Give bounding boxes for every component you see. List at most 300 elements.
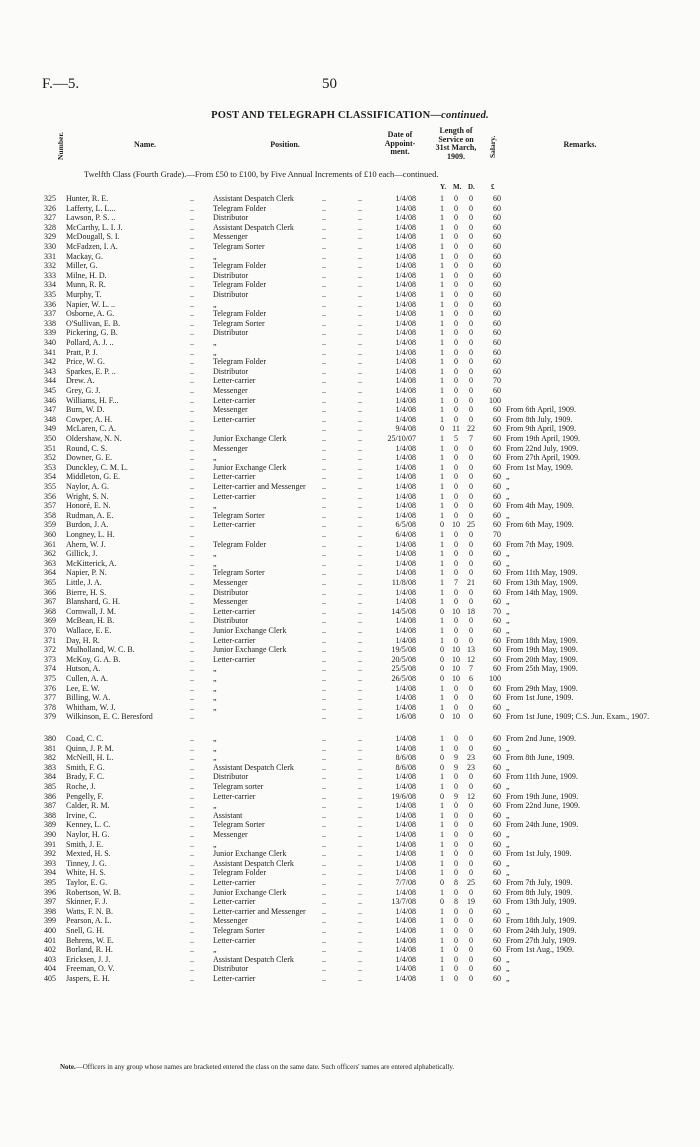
service-months: 0 [454, 858, 458, 868]
row-number: 335 [44, 290, 56, 299]
table-row [0, 348, 700, 357]
service-years: 1 [440, 839, 444, 849]
employee-position: Assistant Despatch Clerk [213, 194, 294, 203]
service-months: 5 [454, 434, 458, 443]
table-row [0, 540, 700, 549]
leader-dots: .. [322, 318, 326, 328]
employee-name: Kenney, L. C. [66, 820, 111, 830]
service-days: 0 [469, 597, 473, 607]
service-days: 0 [469, 849, 473, 859]
remarks-text: From 6th April, 1909. [506, 405, 577, 415]
service-months: 0 [454, 366, 458, 376]
service-days: 0 [469, 414, 473, 424]
leader-dots: .. [190, 453, 194, 463]
leader-dots: .. [190, 578, 194, 587]
table-row [0, 328, 700, 337]
salary-value: 60 [493, 213, 501, 223]
employee-position: Telegram Sorter [213, 242, 265, 251]
remarks-text: „ [506, 974, 510, 983]
leader-dots: .. [322, 587, 326, 597]
table-row [0, 492, 700, 501]
leader-dots: .. [190, 683, 194, 693]
employee-position: „ [213, 338, 217, 347]
leader-dots: .. [358, 702, 362, 712]
leader-dots: .. [358, 251, 362, 261]
leader-dots: .. [358, 520, 362, 530]
remarks-text: „ [506, 782, 510, 791]
table-row [0, 338, 700, 347]
service-years: 1 [440, 743, 444, 753]
employee-name: Calder, R. M. [66, 801, 110, 811]
remarks-text: From 29th May, 1909. [506, 683, 578, 693]
row-number: 365 [44, 578, 56, 587]
service-months: 0 [454, 549, 458, 559]
row-number: 387 [44, 801, 56, 811]
column-header-position: Position. [270, 140, 300, 149]
employee-name: Snell, G. H. [66, 926, 104, 935]
leader-dots: .. [322, 810, 326, 820]
leader-dots: .. [190, 472, 194, 482]
leader-dots: .. [358, 945, 362, 955]
remarks-text: From 22nd June, 1909. [506, 801, 580, 811]
service-months: 0 [454, 702, 458, 712]
leader-dots: .. [190, 568, 194, 578]
employee-position: Telegram Folder [213, 309, 266, 319]
salary-value: 60 [493, 810, 501, 820]
service-years: 1 [440, 482, 444, 491]
employee-position: Letter-carrier [213, 414, 256, 424]
leader-dots: .. [190, 405, 194, 415]
leader-dots: .. [358, 782, 362, 791]
employee-position: Distributor [213, 213, 249, 223]
salary-value: 60 [493, 558, 501, 568]
leader-dots: .. [322, 858, 326, 868]
appointment-date: 1/4/08 [395, 635, 416, 645]
service-days: 0 [469, 858, 473, 868]
table-row [0, 482, 700, 491]
row-number: 378 [44, 702, 56, 712]
service-years: 1 [440, 270, 444, 280]
leader-dots: .. [358, 849, 362, 859]
service-months: 0 [454, 954, 458, 964]
appointment-date: 1/4/08 [395, 558, 416, 568]
leader-dots: .. [358, 878, 362, 887]
employee-name: O'Sullivan, E. B. [66, 318, 121, 328]
service-years: 1 [440, 347, 444, 357]
leader-dots: .. [190, 887, 194, 897]
row-number: 340 [44, 338, 56, 347]
service-years: 1 [440, 357, 444, 367]
service-header-line: Length of [439, 126, 473, 135]
service-years: 0 [440, 753, 444, 763]
leader-dots: .. [358, 318, 362, 328]
service-years: 0 [440, 762, 444, 772]
service-days: 0 [469, 232, 473, 242]
salary-value: 60 [493, 664, 501, 674]
appointment-date: 7/7/08 [395, 878, 416, 887]
service-days: 0 [469, 830, 473, 839]
leader-dots: .. [322, 935, 326, 945]
employee-position: Messenger [213, 578, 248, 587]
service-months: 0 [454, 830, 458, 839]
leader-dots: .. [358, 887, 362, 897]
row-number: 383 [44, 762, 56, 772]
employee-position: Assistant [213, 810, 243, 820]
table-row [0, 405, 700, 414]
service-years: 1 [440, 530, 444, 539]
service-months: 0 [454, 587, 458, 597]
employee-position: Junior Exchange Clerk [213, 849, 287, 859]
service-months: 10 [452, 520, 460, 530]
leader-dots: .. [322, 366, 326, 376]
employee-position: Telegram Folder [213, 280, 266, 290]
salary-value: 60 [493, 897, 501, 907]
service-months: 0 [454, 501, 458, 511]
class-heading: Twelfth Class (Fourth Grade).—From £50 to £100, by Five Annual Increments of £10 each—continued. [84, 169, 439, 179]
service-days: 0 [469, 328, 473, 338]
leader-dots: .. [322, 954, 326, 964]
table-row [0, 386, 700, 395]
service-years: 1 [440, 693, 444, 703]
leader-dots: .. [322, 357, 326, 367]
appointment-date: 1/4/08 [395, 887, 416, 897]
service-header-line: 1909. [447, 151, 465, 161]
row-number: 363 [44, 558, 56, 568]
salary-value: 60 [493, 491, 501, 501]
appointment-date: 1/4/08 [395, 587, 416, 597]
employee-name: McLaren, C. A. [66, 424, 116, 434]
appointment-date: 1/4/08 [395, 830, 416, 839]
salary-value: 60 [493, 539, 501, 549]
salary-value: 60 [493, 587, 501, 597]
service-years: 1 [440, 472, 444, 482]
appointment-date: 13/7/08 [391, 897, 416, 907]
appointment-date: 6/5/08 [395, 520, 416, 530]
leader-dots: .. [358, 674, 362, 683]
appointment-date: 1/4/08 [395, 693, 416, 703]
employee-name: Lawson, P. S. .. [66, 213, 116, 223]
appointment-date: 1/4/08 [395, 501, 416, 511]
leader-dots: .. [358, 597, 362, 607]
employee-name: Lee, E. W. [66, 683, 100, 693]
employee-name: McKitterick, A. [66, 558, 117, 568]
leader-dots: .. [322, 674, 326, 683]
table-row [0, 367, 700, 376]
row-number: 376 [44, 683, 56, 693]
service-years: 1 [440, 616, 444, 626]
row-number: 398 [44, 906, 56, 916]
row-number: 331 [44, 251, 56, 261]
remarks-text: From 27th July, 1909. [506, 935, 577, 945]
leader-dots: .. [322, 743, 326, 753]
remarks-text: From 25th May, 1909. [506, 664, 578, 674]
salary-value: 60 [493, 405, 501, 415]
row-number: 371 [44, 635, 56, 645]
row-number: 380 [44, 734, 56, 743]
remarks-text: From 14th May, 1909. [506, 587, 578, 597]
service-days: 0 [469, 935, 473, 945]
service-years: 1 [440, 820, 444, 830]
remarks-text: From 24th June, 1909. [506, 820, 579, 830]
employee-name: Napier, W. L. .. [66, 299, 116, 309]
service-days: 0 [469, 251, 473, 261]
row-number: 329 [44, 232, 56, 242]
leader-dots: .. [358, 734, 362, 743]
remarks-text: From 11th June, 1909. [506, 772, 578, 782]
salary-value: 60 [493, 878, 501, 887]
service-months: 10 [452, 712, 460, 722]
table-row [0, 974, 700, 983]
employee-name: Skinner, F. J. [66, 897, 108, 907]
service-years: 1 [440, 626, 444, 635]
service-months: 0 [454, 232, 458, 242]
row-number: 333 [44, 270, 56, 280]
leader-dots: .. [358, 501, 362, 511]
service-days: 0 [469, 376, 473, 386]
service-months: 0 [454, 616, 458, 626]
service-years: 0 [440, 674, 444, 683]
employee-name: Miller, G. [66, 261, 98, 271]
service-days: 0 [469, 626, 473, 635]
service-months: 0 [454, 318, 458, 328]
service-days: 0 [469, 386, 473, 395]
employee-position: „ [213, 251, 217, 261]
leader-dots: .. [190, 395, 194, 405]
appointment-date: 8/6/08 [395, 753, 416, 763]
employee-position: Distributor [213, 328, 249, 338]
service-years: 1 [440, 810, 444, 820]
service-years: 1 [440, 405, 444, 415]
leader-dots: .. [358, 743, 362, 753]
employee-position: „ [213, 734, 217, 743]
table-row [0, 664, 700, 673]
leader-dots: .. [190, 424, 194, 434]
service-years: 0 [440, 645, 444, 655]
leader-dots: .. [358, 558, 362, 568]
appointment-date: 1/4/08 [395, 954, 416, 964]
service-months: 0 [454, 626, 458, 635]
leader-dots: .. [322, 539, 326, 549]
service-years: 0 [440, 520, 444, 530]
table-row [0, 897, 700, 906]
row-number: 399 [44, 916, 56, 926]
employee-position: Junior Exchange Clerk [213, 887, 287, 897]
leader-dots: .. [358, 213, 362, 223]
leader-dots: .. [358, 753, 362, 763]
service-months: 10 [452, 645, 460, 655]
remarks-text: „ [506, 482, 510, 491]
row-number: 379 [44, 712, 56, 722]
employee-position: Assistant Despatch Clerk [213, 954, 294, 964]
service-months: 0 [454, 462, 458, 472]
row-number: 353 [44, 462, 56, 472]
employee-position: Letter-carrier [213, 472, 256, 482]
employee-name: Drew. A. [66, 376, 95, 386]
employee-position: „ [213, 558, 217, 568]
appointment-date: 6/4/08 [395, 530, 416, 539]
service-months: 0 [454, 906, 458, 916]
service-days: 12 [467, 791, 475, 801]
leader-dots: .. [322, 664, 326, 674]
leader-dots: .. [322, 232, 326, 242]
leader-dots: .. [358, 935, 362, 945]
service-years: 1 [440, 964, 444, 974]
employee-name: Downer, G. E. [66, 453, 113, 463]
leader-dots: .. [190, 280, 194, 290]
leader-dots: .. [322, 424, 326, 434]
leader-dots: .. [190, 558, 194, 568]
service-months: 0 [454, 945, 458, 955]
leader-dots: .. [358, 290, 362, 299]
appointment-date: 1/4/08 [395, 683, 416, 693]
employee-name: Roche, J. [66, 782, 96, 791]
row-number: 351 [44, 443, 56, 453]
employee-position: Letter-carrier [213, 897, 256, 907]
leader-dots: .. [358, 606, 362, 616]
employee-position: Telegram Sorter [213, 820, 265, 830]
row-number: 354 [44, 472, 56, 482]
service-months: 0 [454, 194, 458, 203]
employee-position: Letter-carrier [213, 791, 256, 801]
service-months: 0 [454, 839, 458, 849]
footnote-label: Note. [60, 1063, 76, 1071]
remarks-text: From 18th July, 1909. [506, 916, 577, 926]
footnote [60, 1063, 454, 1071]
salary-value: 100 [489, 674, 501, 683]
table-row [0, 801, 700, 810]
service-months: 0 [454, 347, 458, 357]
row-number: 400 [44, 926, 56, 935]
leader-dots: .. [322, 645, 326, 655]
leader-dots: .. [190, 820, 194, 830]
remarks-text: From 24th July, 1909. [506, 926, 577, 935]
service-days: 0 [469, 462, 473, 472]
service-months: 0 [454, 338, 458, 347]
table-row [0, 376, 700, 385]
leader-dots: .. [358, 510, 362, 520]
leader-dots: .. [190, 232, 194, 242]
service-days: 19 [467, 897, 475, 907]
appointment-date: 1/4/08 [395, 232, 416, 242]
table-row [0, 693, 700, 702]
row-number: 401 [44, 935, 56, 945]
employee-position: Assistant Despatch Clerk [213, 762, 294, 772]
salary-value: 60 [493, 791, 501, 801]
leader-dots: .. [322, 453, 326, 463]
table-row [0, 703, 700, 712]
service-years: 1 [440, 578, 444, 587]
title-main: POST AND TELEGRAPH CLASSIFICATION— [211, 110, 442, 121]
appointment-date: 26/5/08 [391, 674, 416, 683]
appointment-date: 1/4/08 [395, 222, 416, 232]
table-row [0, 926, 700, 935]
row-number: 357 [44, 501, 56, 511]
service-years: 1 [440, 974, 444, 983]
service-years: 1 [440, 251, 444, 261]
salary-value: 60 [493, 702, 501, 712]
leader-dots: .. [190, 810, 194, 820]
employee-name: White, H. S. [66, 868, 106, 878]
days-subheader: D. [468, 183, 475, 191]
salary-value: 60 [493, 462, 501, 472]
leader-dots: .. [322, 309, 326, 319]
leader-dots: .. [190, 897, 194, 907]
table-row [0, 878, 700, 887]
employee-name: Round, C. S. [66, 443, 108, 453]
service-years: 1 [440, 858, 444, 868]
employee-name: Quinn, J. P. M. [66, 743, 114, 753]
employee-position: Messenger [213, 232, 248, 242]
remarks-text: From 13th July, 1909. [506, 897, 577, 907]
table-row [0, 782, 700, 791]
employee-name: Bierre, H. S. [66, 587, 107, 597]
table-row [0, 300, 700, 309]
appointment-date: 1/4/08 [395, 462, 416, 472]
leader-dots: .. [322, 626, 326, 635]
table-row [0, 319, 700, 328]
leader-dots: .. [322, 693, 326, 703]
table-row [0, 578, 700, 587]
leader-dots: .. [190, 772, 194, 782]
leader-dots: .. [358, 242, 362, 251]
employee-name: Oldershaw, N. N. [66, 434, 122, 443]
appointment-date: 1/4/08 [395, 491, 416, 501]
leader-dots: .. [358, 472, 362, 482]
leader-dots: .. [322, 897, 326, 907]
service-days: 0 [469, 558, 473, 568]
row-number: 394 [44, 868, 56, 878]
employee-position: „ [213, 347, 217, 357]
salary-value: 60 [493, 712, 501, 722]
leader-dots: .. [358, 270, 362, 280]
leader-dots: .. [322, 616, 326, 626]
leader-dots: .. [358, 974, 362, 983]
service-months: 0 [454, 261, 458, 271]
leader-dots: .. [358, 645, 362, 655]
employee-name: Freeman, O. V. [66, 964, 115, 974]
leader-dots: .. [322, 702, 326, 712]
service-years: 1 [440, 587, 444, 597]
table-row [0, 868, 700, 877]
service-days: 0 [469, 712, 473, 722]
appointment-date: 1/6/08 [395, 712, 416, 722]
service-years: 1 [440, 280, 444, 290]
row-number: 377 [44, 693, 56, 703]
salary-value: 60 [493, 762, 501, 772]
table-row [0, 945, 700, 954]
employee-name: Wright, S. N. [66, 491, 109, 501]
appointment-date: 1/4/08 [395, 820, 416, 830]
remarks-text: „ [506, 964, 510, 974]
leader-dots: .. [322, 443, 326, 453]
remarks-text: „ [506, 810, 510, 820]
leader-dots: .. [322, 558, 326, 568]
appointment-date: 25/5/08 [391, 664, 416, 674]
employee-name: Williams, H. F... [66, 395, 119, 405]
service-years: 1 [440, 549, 444, 559]
leader-dots: .. [358, 916, 362, 926]
leader-dots: .. [358, 194, 362, 203]
leader-dots: .. [190, 376, 194, 386]
leader-dots: .. [190, 414, 194, 424]
appointment-date: 1/4/08 [395, 926, 416, 935]
leader-dots: .. [358, 897, 362, 907]
leader-dots: .. [358, 395, 362, 405]
leader-dots: .. [190, 299, 194, 309]
service-months: 0 [454, 290, 458, 299]
table-row [0, 916, 700, 925]
service-years: 1 [440, 203, 444, 213]
